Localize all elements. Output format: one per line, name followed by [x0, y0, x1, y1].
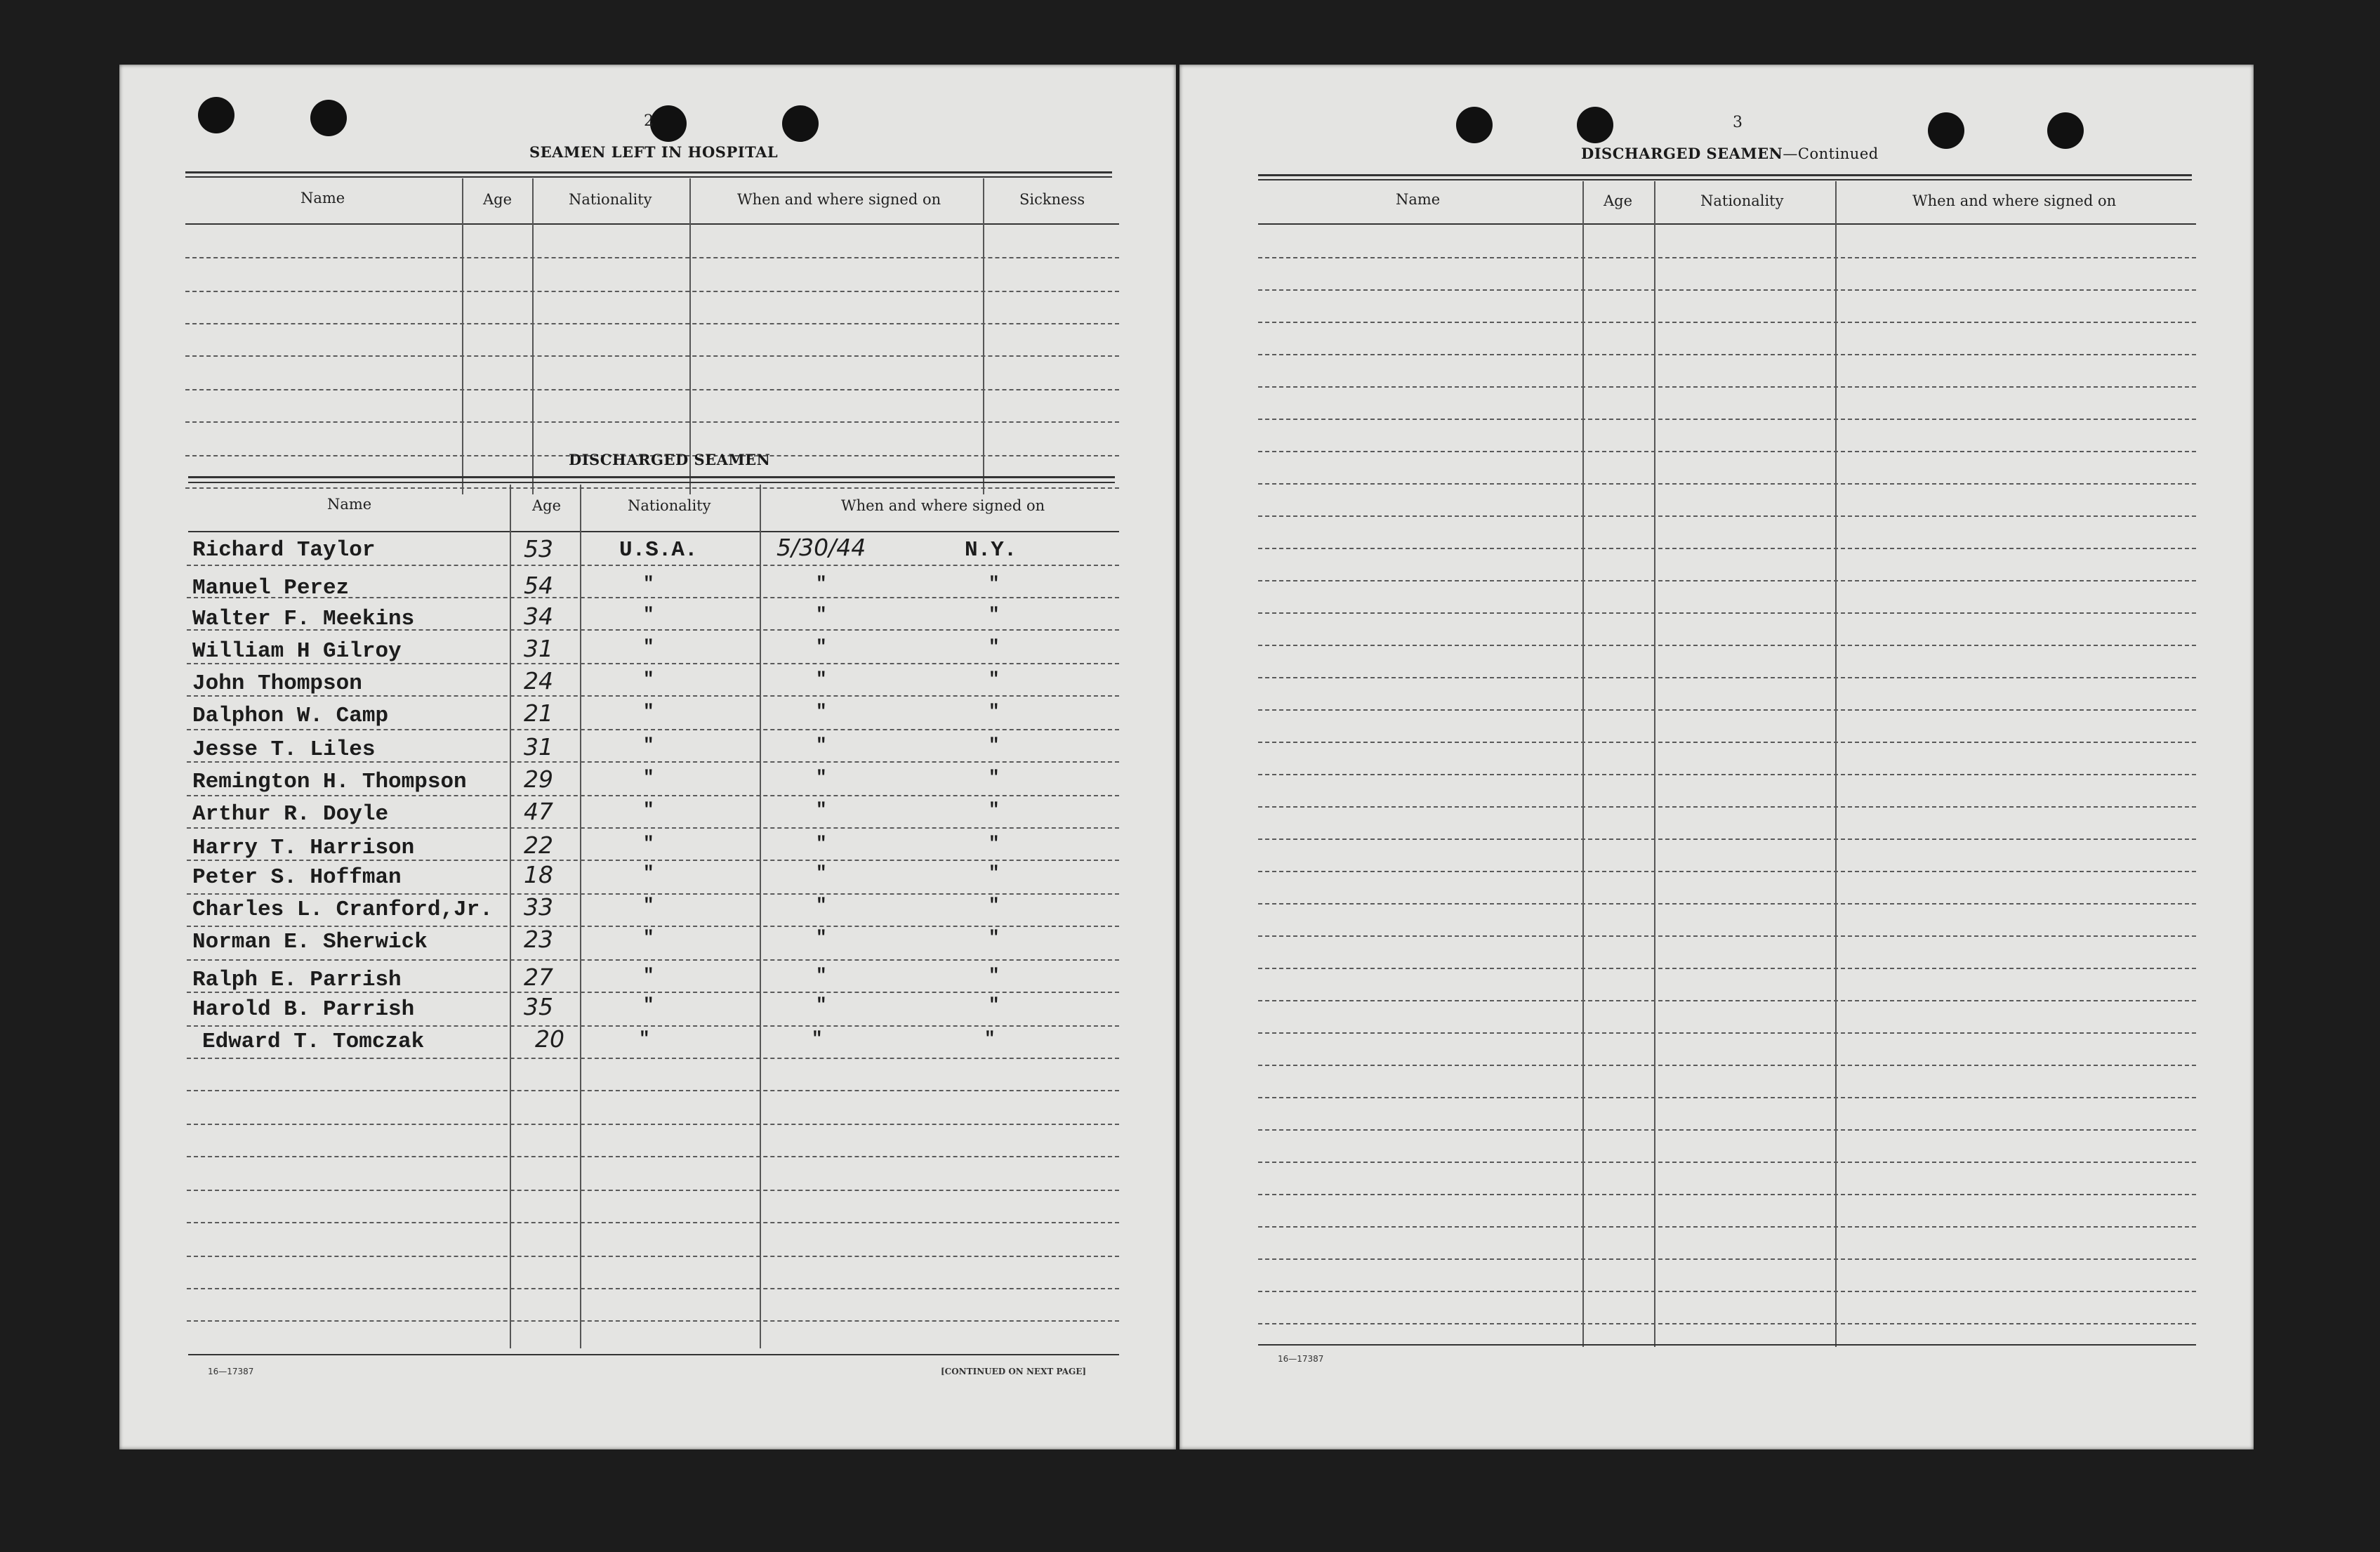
row-line — [1258, 935, 2196, 937]
ditto-mark: " — [816, 965, 827, 986]
page-number: 2 — [644, 112, 654, 130]
column-header-age: Age — [532, 497, 562, 514]
ditto-mark: " — [643, 799, 654, 820]
seaman-name: Jesse T. Liles — [192, 737, 376, 762]
row-line — [185, 257, 1119, 258]
header-rule — [1258, 223, 2196, 225]
header-rule — [188, 531, 1119, 532]
ditto-mark: " — [816, 833, 827, 854]
row-line — [1258, 451, 2196, 452]
row-line — [1258, 1194, 2196, 1195]
seaman-age: 20 — [535, 1025, 564, 1053]
column-header-age: Age — [1604, 192, 1633, 209]
row-line — [1258, 1032, 2196, 1034]
column-header-name: Name — [1396, 191, 1441, 208]
ditto-mark: " — [816, 994, 827, 1015]
row-line — [187, 959, 1119, 961]
ditto-mark: " — [643, 833, 654, 854]
seaman-age: 24 — [524, 667, 553, 695]
column-divider — [580, 485, 581, 1348]
ditto-mark: " — [643, 735, 654, 756]
ditto-mark: " — [989, 735, 1000, 756]
row-line — [1258, 548, 2196, 549]
row-line — [1258, 1226, 2196, 1228]
seaman-nationality: U.S.A. — [619, 538, 698, 563]
ditto-mark: " — [816, 927, 827, 948]
row-line — [185, 355, 1119, 357]
form-number: 16—17387 — [208, 1367, 254, 1376]
seaman-name: Edward T. Tomczak — [202, 1030, 425, 1054]
row-line — [1258, 580, 2196, 581]
seaman-name: Dalphon W. Camp — [192, 704, 389, 728]
ditto-mark: " — [643, 927, 654, 948]
row-line — [1258, 806, 2196, 808]
punch-hole — [1456, 107, 1493, 143]
row-line — [1258, 1323, 2196, 1324]
ditto-mark: " — [816, 669, 827, 690]
seaman-name: William H Gilroy — [192, 639, 402, 664]
table-top-rule — [1258, 174, 2192, 176]
column-divider — [510, 485, 511, 1348]
right-page — [1179, 65, 2254, 1449]
left-page — [119, 65, 1176, 1449]
seaman-age: 23 — [524, 926, 553, 953]
ditto-mark: " — [639, 1028, 650, 1049]
table-top-rule — [188, 482, 1115, 483]
continued-note: [CONTINUED ON NEXT PAGE] — [941, 1367, 1087, 1376]
row-line — [1258, 774, 2196, 775]
punch-hole — [1928, 112, 1964, 149]
ditto-mark: " — [816, 604, 827, 625]
ditto-mark: " — [989, 862, 1000, 883]
row-line — [185, 421, 1119, 423]
ditto-mark: " — [989, 927, 1000, 948]
seaman-age: 33 — [524, 893, 553, 921]
column-divider — [1835, 181, 1837, 1347]
row-line — [1258, 871, 2196, 872]
row-line — [1258, 677, 2196, 678]
column-divider — [689, 178, 691, 494]
ditto-mark: " — [643, 573, 654, 594]
ditto-mark: " — [816, 767, 827, 788]
ditto-mark: " — [816, 735, 827, 756]
row-line — [1258, 968, 2196, 969]
ditto-mark: " — [816, 799, 827, 820]
header-rule — [185, 223, 1119, 225]
column-header-name: Name — [300, 190, 345, 206]
row-line — [185, 291, 1119, 292]
punch-hole — [1577, 107, 1613, 143]
row-line — [1258, 257, 2196, 258]
table-top-rule — [188, 476, 1115, 478]
seaman-age: 21 — [524, 699, 553, 727]
continued-section-title — [1581, 145, 1879, 162]
ditto-mark: " — [816, 573, 827, 594]
seaman-name: Manuel Perez — [192, 576, 350, 600]
ditto-mark: " — [643, 862, 654, 883]
ditto-mark: " — [989, 965, 1000, 986]
row-line — [1258, 1129, 2196, 1131]
row-line — [187, 1256, 1119, 1257]
ditto-mark: " — [989, 701, 1000, 722]
ditto-mark: " — [989, 573, 1000, 594]
punch-hole — [782, 105, 819, 142]
row-line — [1258, 289, 2196, 291]
table-bottom-rule — [188, 1354, 1119, 1355]
column-header-signed-on: When and where signed on — [1912, 192, 2117, 209]
column-divider — [1582, 181, 1584, 1347]
column-divider — [532, 178, 534, 494]
ditto-mark: " — [816, 895, 827, 916]
column-divider — [760, 485, 761, 1348]
row-line — [187, 1320, 1119, 1322]
seaman-name: Walter F. Meekins — [192, 607, 415, 631]
row-line — [1258, 1291, 2196, 1292]
row-line — [1258, 354, 2196, 355]
column-header-signed-on: When and where signed on — [841, 497, 1045, 514]
table-top-rule — [185, 176, 1112, 178]
row-line — [185, 323, 1119, 324]
ditto-mark: " — [989, 636, 1000, 657]
seaman-name: Ralph E. Parrish — [192, 968, 402, 992]
table-top-rule — [185, 171, 1112, 173]
ditto-mark: " — [643, 767, 654, 788]
row-line — [1258, 419, 2196, 420]
column-divider — [1654, 181, 1655, 1347]
row-line — [187, 1124, 1119, 1125]
row-line — [187, 729, 1119, 730]
row-line — [1258, 742, 2196, 743]
seaman-age: 53 — [524, 535, 553, 563]
table-top-rule — [1258, 179, 2192, 180]
row-line — [185, 487, 1119, 489]
page-number: 3 — [1733, 114, 1743, 131]
ditto-mark: " — [643, 965, 654, 986]
ditto-mark: " — [812, 1028, 823, 1049]
column-header-nationality: Nationality — [628, 497, 711, 514]
table-bottom-rule — [1258, 1344, 2196, 1346]
ditto-mark: " — [989, 895, 1000, 916]
column-header-age: Age — [483, 191, 513, 208]
seaman-age: 54 — [524, 572, 553, 599]
row-line — [187, 1090, 1119, 1091]
seaman-age: 47 — [524, 798, 553, 825]
row-line — [187, 1025, 1119, 1027]
row-line — [1258, 322, 2196, 323]
seaman-name: Richard Taylor — [192, 538, 376, 563]
column-header-signed-on: When and where signed on — [737, 191, 941, 208]
seaman-name: Peter S. Hoffman — [192, 865, 402, 890]
column-divider — [983, 178, 984, 494]
ditto-mark: " — [989, 799, 1000, 820]
section-title-suffix: —Continued — [1783, 145, 1879, 162]
row-line — [187, 1156, 1119, 1157]
ditto-mark: " — [989, 833, 1000, 854]
form-number: 16—17387 — [1278, 1354, 1324, 1364]
column-header-nationality: Nationality — [569, 191, 652, 208]
ditto-mark: " — [989, 767, 1000, 788]
row-line — [1258, 1065, 2196, 1066]
row-line — [1258, 1258, 2196, 1260]
row-line — [1258, 709, 2196, 711]
punch-hole — [198, 97, 234, 133]
row-line — [187, 827, 1119, 829]
ditto-mark: " — [989, 604, 1000, 625]
row-line — [1258, 386, 2196, 388]
row-line — [185, 389, 1119, 390]
ditto-mark: " — [643, 604, 654, 625]
row-line — [1258, 645, 2196, 646]
discharged-section-title: DISCHARGED SEAMEN — [569, 451, 771, 468]
row-line — [1258, 483, 2196, 485]
row-line — [187, 1190, 1119, 1191]
column-header-name: Name — [327, 496, 372, 513]
row-line — [1258, 612, 2196, 614]
row-line — [187, 1058, 1119, 1059]
ditto-mark: " — [643, 669, 654, 690]
ditto-mark: " — [643, 701, 654, 722]
ditto-mark: " — [816, 862, 827, 883]
ditto-mark: " — [643, 994, 654, 1015]
seaman-age: 29 — [524, 765, 553, 793]
seaman-age: 34 — [524, 603, 553, 630]
ditto-mark: " — [643, 895, 654, 916]
seaman-name: Charles L. Cranford,Jr. — [192, 897, 493, 922]
seaman-name: Remington H. Thompson — [192, 770, 467, 794]
column-divider — [462, 178, 463, 494]
seaman-age: 27 — [524, 964, 553, 991]
row-line — [187, 795, 1119, 796]
punch-hole — [2047, 112, 2084, 149]
row-line — [187, 1288, 1119, 1289]
seaman-name: John Thompson — [192, 671, 362, 696]
column-header-sickness: Sickness — [1019, 191, 1085, 208]
ditto-mark: " — [643, 636, 654, 657]
column-header-nationality: Nationality — [1700, 192, 1784, 209]
seaman-name: Arthur R. Doyle — [192, 802, 389, 827]
seaman-age: 18 — [524, 861, 553, 888]
row-line — [1258, 839, 2196, 840]
section-title-text: DISCHARGED SEAMEN — [1581, 145, 1783, 162]
signed-on-date: 5/30/44 — [776, 534, 866, 561]
row-line — [187, 1222, 1119, 1223]
seaman-name: Harold B. Parrish — [192, 997, 415, 1022]
punch-hole — [310, 100, 347, 136]
ditto-mark: " — [816, 701, 827, 722]
seaman-age: 31 — [524, 733, 553, 761]
row-line — [1258, 903, 2196, 905]
hospital-section-title: SEAMEN LEFT IN HOSPITAL — [529, 143, 779, 161]
row-line — [1258, 1162, 2196, 1163]
row-line — [1258, 1000, 2196, 1001]
ditto-mark: " — [816, 636, 827, 657]
ditto-mark: " — [989, 994, 1000, 1015]
row-line — [1258, 1097, 2196, 1098]
ditto-mark: " — [989, 669, 1000, 690]
seaman-age: 35 — [524, 993, 553, 1020]
seaman-name: Harry T. Harrison — [192, 836, 415, 860]
seaman-age: 22 — [524, 831, 553, 859]
seaman-name: Norman E. Sherwick — [192, 930, 428, 954]
ditto-mark: " — [984, 1028, 996, 1049]
row-line — [1258, 515, 2196, 517]
punch-hole — [650, 105, 687, 142]
seaman-age: 31 — [524, 635, 553, 662]
row-line — [187, 565, 1119, 566]
signed-on-place: N.Y. — [965, 538, 1017, 563]
